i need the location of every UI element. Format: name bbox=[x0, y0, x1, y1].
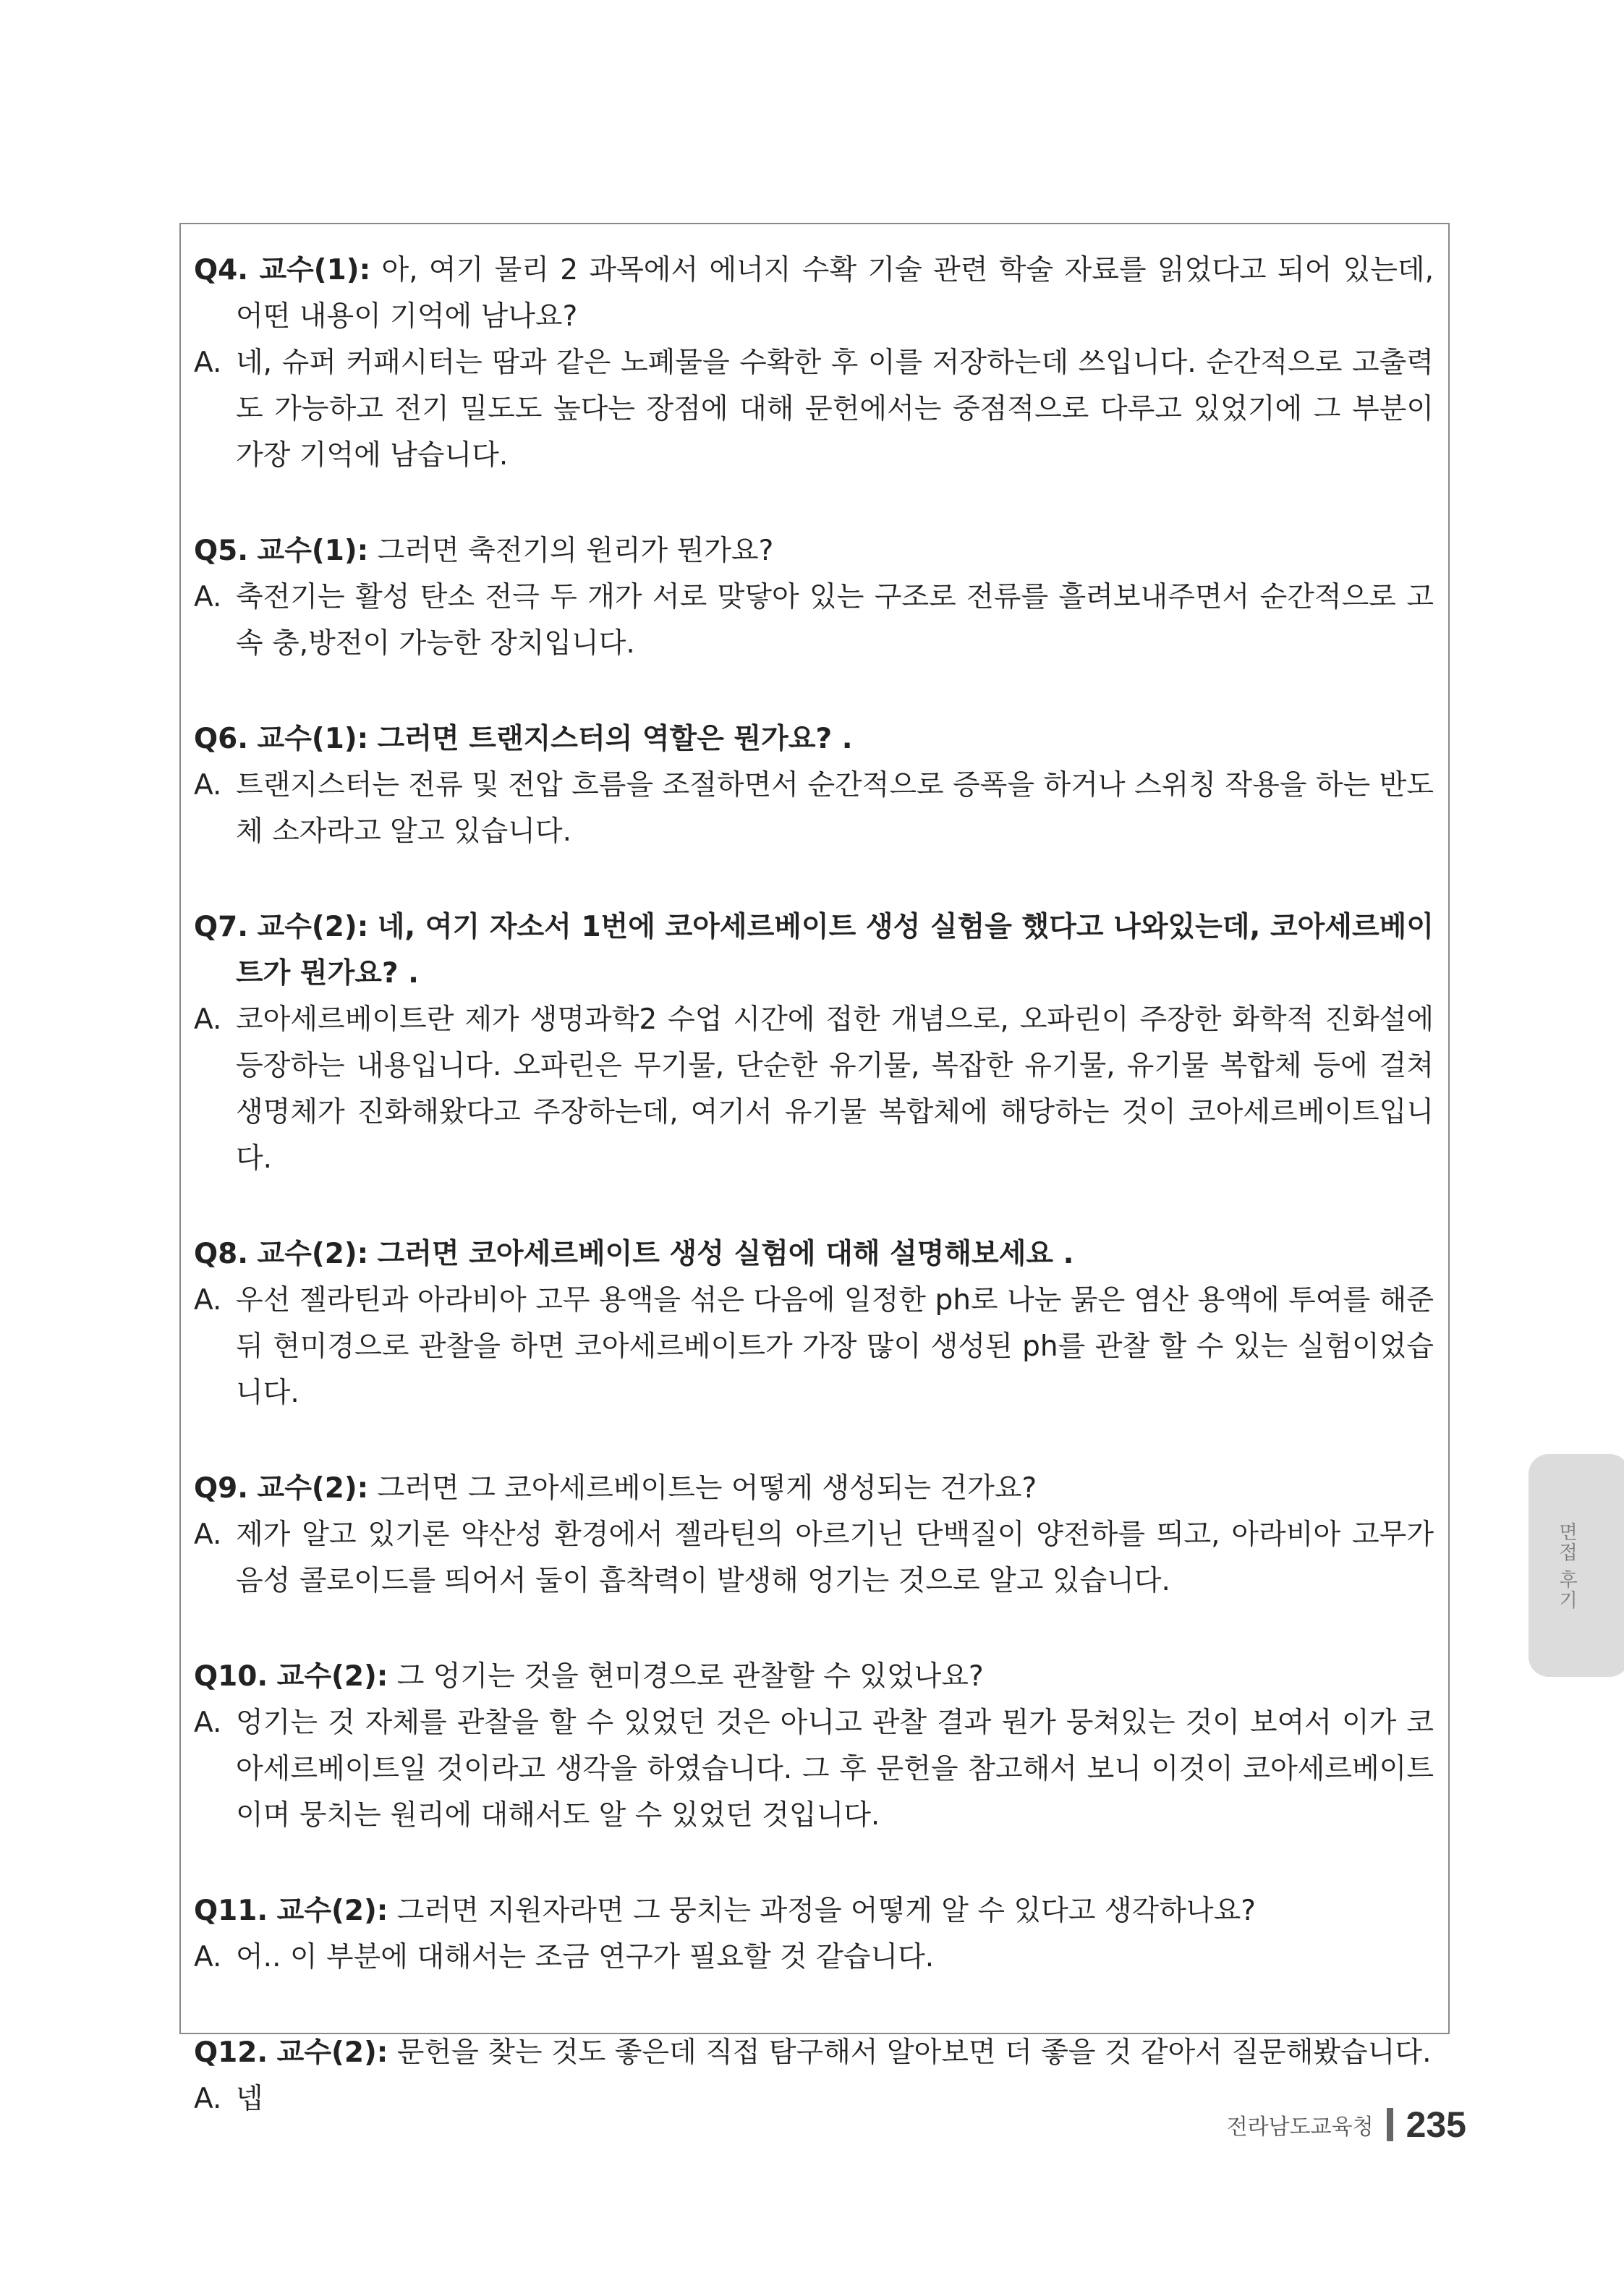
answer-mark: A. bbox=[194, 769, 222, 802]
footer-organization: 전라남도교육청 bbox=[1226, 2115, 1374, 2140]
qa-item bbox=[194, 1654, 1434, 1839]
question-number: Q5. bbox=[194, 535, 249, 567]
answer bbox=[194, 1278, 1434, 1416]
qa-item bbox=[194, 528, 1434, 667]
qa-item bbox=[194, 1466, 1434, 1605]
question bbox=[194, 1231, 1434, 1278]
section-side-tab-label: 면접 후기 bbox=[1555, 1521, 1578, 1611]
question-text: 그러면 지원자라면 그 뭉치는 과정을 어떻게 알 수 있다고 생각하나요? bbox=[396, 1895, 1256, 1927]
question-number: Q12. bbox=[194, 2036, 268, 2069]
question bbox=[194, 1888, 1434, 1934]
question-number: Q4. bbox=[194, 254, 249, 286]
question-number: Q8. bbox=[194, 1238, 249, 1270]
answer bbox=[194, 1700, 1434, 1839]
question-speaker: 교수(1): bbox=[257, 535, 369, 567]
answer-text: 어.. 이 부분에 대해서는 조금 연구가 필요할 것 같습니다. bbox=[236, 1941, 935, 1973]
answer-text: 트랜지스터는 전류 및 전압 흐름을 조절하면서 순간적으로 증폭을 하거나 스위칭 작용을 하는 반도체 소자라고 알고 있습니다. bbox=[236, 769, 1434, 848]
answer-mark: A. bbox=[194, 1941, 222, 1973]
qa-list bbox=[194, 247, 1434, 2172]
question bbox=[194, 2030, 1434, 2076]
answer-mark: A. bbox=[194, 2083, 222, 2115]
question-text: 아, 여기 물리 2 과목에서 에너지 수확 기술 관련 학술 자료를 읽었다고 되어 있는데, 어떤 내용이 기억에 남나요? bbox=[236, 254, 1434, 333]
answer bbox=[194, 762, 1434, 855]
footer-divider bbox=[1387, 2108, 1393, 2141]
answer-text: 제가 알고 있기론 약산성 환경에서 젤라틴의 아르기닌 단백질이 양전하를 띄고, 아라비아 고무가 음성 콜로이드를 띄어서 둘이 흡착력이 발생해 엉기는 것으로 알고 있습니다. bbox=[236, 1518, 1434, 1597]
answer-mark: A. bbox=[194, 1518, 222, 1551]
question-speaker: 교수(1): bbox=[257, 723, 369, 755]
answer-mark: A. bbox=[194, 581, 222, 613]
question bbox=[194, 1654, 1434, 1700]
answer-mark: A. bbox=[194, 1284, 222, 1317]
question-text: 그러면 그 코아세르베이트는 어떻게 생성되는 건가요? bbox=[377, 1472, 1037, 1505]
question-speaker: 교수(2): bbox=[257, 1238, 369, 1270]
question-text: 문헌을 찾는 것도 좋은데 직접 탐구해서 알아보면 더 좋을 것 같아서 질문해봤습니다. bbox=[396, 2036, 1432, 2069]
question bbox=[194, 716, 1434, 762]
qa-item bbox=[194, 904, 1434, 1182]
answer-text: 코아세르베이트란 제가 생명과학2 수업 시간에 접한 개념으로, 오파린이 주장한 화학적 진화설에 등장하는 내용입니다. 오파린은 무기물, 단순한 유기물, 복잡한 유기물, 유기물 복합체 등에 걸쳐 생명체가 진화해왔다고 주장하는데, 여기서 유기물 복합체에 해당하는 것이 코아세르베이트입니다. bbox=[236, 1003, 1434, 1175]
question-text: 그러면 축전기의 원리가 뭔가요? bbox=[377, 535, 774, 567]
question bbox=[194, 528, 1434, 574]
answer bbox=[194, 997, 1434, 1182]
question-text: 그러면 코아세르베이트 생성 실험에 대해 설명해보세요 . bbox=[377, 1238, 1074, 1270]
question-speaker: 교수(2): bbox=[276, 2036, 388, 2069]
question bbox=[194, 1466, 1434, 1512]
qa-item bbox=[194, 1231, 1434, 1416]
page-footer bbox=[1227, 2104, 1466, 2146]
qa-item bbox=[194, 247, 1434, 479]
answer-text: 우선 젤라틴과 아라비아 고무 용액을 섞은 다음에 일정한 ph로 나눈 묽은 염산 용액에 투여를 해준 뒤 현미경으로 관찰을 하면 코아세르베이트가 가장 많이 생성된 ph를 관찰 할 수 있는 실험이었습니다. bbox=[236, 1284, 1434, 1409]
answer-text: 엉기는 것 자체를 관찰을 할 수 있었던 것은 아니고 관찰 결과 뭔가 뭉쳐있는 것이 보여서 이가 코아세르베이트일 것이라고 생각을 하였습니다. 그 후 문헌을 참고해서 보니 이것이 코아세르베이트이며 뭉치는 원리에 대해서도 알 수 있었던 것입니다. bbox=[236, 1707, 1434, 1832]
answer-mark: A. bbox=[194, 1707, 222, 1739]
question-text: 그러면 트랜지스터의 역할은 뭔가요? . bbox=[377, 723, 853, 755]
question-number: Q6. bbox=[194, 723, 249, 755]
answer-mark: A. bbox=[194, 1003, 222, 1036]
answer-text: 축전기는 활성 탄소 전극 두 개가 서로 맞닿아 있는 구조로 전류를 흘려보내주면서 순간적으로 고속 충,방전이 가능한 장치입니다. bbox=[236, 581, 1434, 660]
question-speaker: 교수(2): bbox=[257, 911, 369, 943]
qa-item bbox=[194, 716, 1434, 855]
answer-text: 넵 bbox=[236, 2083, 263, 2115]
answer bbox=[194, 574, 1434, 667]
question-text: 네, 여기 자소서 1번에 코아세르베이트 생성 실험을 했다고 나와있는데, 코아세르베이트가 뭔가요? . bbox=[236, 911, 1434, 990]
question-text: 그 엉기는 것을 현미경으로 관찰할 수 있었나요? bbox=[396, 1660, 984, 1693]
question-number: Q11. bbox=[194, 1895, 268, 1927]
question-speaker: 교수(2): bbox=[276, 1660, 388, 1693]
answer bbox=[194, 1934, 1434, 1981]
question-number: Q9. bbox=[194, 1472, 249, 1505]
interview-qa-box bbox=[179, 223, 1450, 2115]
qa-item bbox=[194, 1888, 1434, 1981]
answer-text: 네, 슈퍼 커패시터는 땀과 같은 노폐물을 수확한 후 이를 저장하는데 쓰입니다. 순간적으로 고출력도 가능하고 전기 밀도도 높다는 장점에 대해 문헌에서는 중점적으로 다루고 있었기에 그 부분이 가장 기억에 남습니다. bbox=[236, 347, 1434, 472]
question-number: Q10. bbox=[194, 1660, 268, 1693]
question-speaker: 교수(2): bbox=[257, 1472, 369, 1505]
answer-mark: A. bbox=[194, 347, 222, 379]
question bbox=[194, 904, 1434, 997]
question bbox=[194, 247, 1434, 340]
question-speaker: 교수(2): bbox=[276, 1895, 388, 1927]
question-speaker: 교수(1): bbox=[259, 254, 371, 286]
answer bbox=[194, 340, 1434, 479]
page-number: 235 bbox=[1406, 2104, 1466, 2145]
question-number: Q7. bbox=[194, 911, 249, 943]
answer bbox=[194, 1512, 1434, 1605]
